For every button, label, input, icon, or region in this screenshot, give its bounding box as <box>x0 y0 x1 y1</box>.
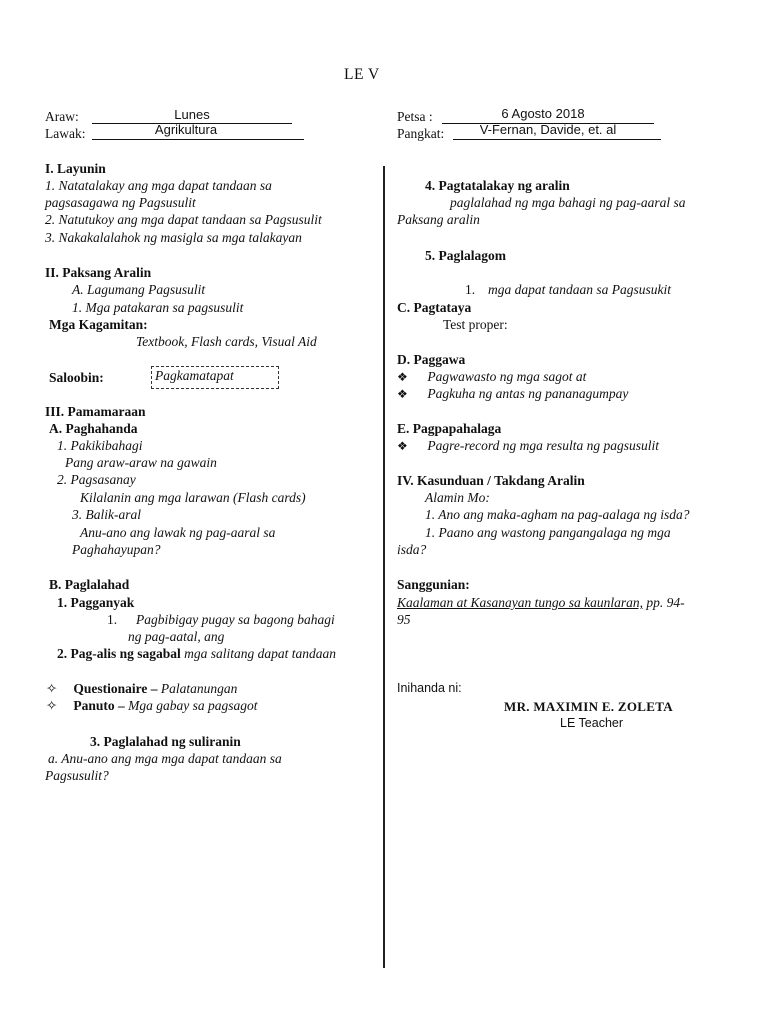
paglalagom-heading: 5. Paglalagom <box>425 248 506 263</box>
pangkat-underline <box>453 139 661 140</box>
sagabal-label: 2. Pag-alis ng sagabal <box>57 646 181 661</box>
alamin-label: Alamin Mo: <box>425 490 490 505</box>
pamamaraan-heading: III. Pamamaraan <box>45 404 146 419</box>
paggawa-item-1 <box>397 369 586 385</box>
panuto-label: Panuto – <box>73 698 125 713</box>
kasunduan-heading: IV. Kasunduan / Takdang Aralin <box>397 473 585 488</box>
paglalahad-heading: B. Paglalahad <box>49 577 130 592</box>
paghahanda-item-2: 2. Pagsasanay <box>57 472 136 487</box>
lawak-underline <box>92 139 304 140</box>
sanggunian-reference: Kaalaman at Kasanayan tungo sa kaunlaran, <box>397 595 644 610</box>
paggawa-heading: D. Paggawa <box>397 352 466 367</box>
paghahanda-item-3-detail-b: Paghahayupan? <box>72 542 161 557</box>
paggawa-item-2-text: Pagkuha ng antas ng pananagumpay <box>427 386 629 401</box>
araw-value[interactable]: Lunes <box>174 107 210 122</box>
teacher-role: LE Teacher <box>560 716 624 730</box>
kasunduan-item-2b: isda? <box>397 542 427 557</box>
lawak-value[interactable]: Agrikultura <box>154 122 218 137</box>
questionaire-line <box>46 681 237 697</box>
layunin-item-3: 3. Nakakalalahok ng masigla sa mga talakayan <box>45 230 302 245</box>
pagganyak-number: 1. <box>107 612 118 627</box>
diamond-bullet-icon: ❖ <box>397 387 408 401</box>
paksang-heading: II. Paksang Aralin <box>45 265 152 280</box>
star-bullet-icon: ✧ <box>46 698 58 713</box>
pangkat-value[interactable]: V-Fernan, Davide, et. al <box>479 122 617 137</box>
sanggunian-line <box>397 595 685 611</box>
pagganyak-detail-b: ng pag-aatal, ang <box>128 629 225 644</box>
paghahanda-heading: A. Paghahanda <box>49 421 138 436</box>
paghahanda-item-2-detail: Kilalanin ang mga larawan (Flash cards) <box>80 490 306 505</box>
panuto-line <box>46 698 258 714</box>
paksang-item-a: A. Lagumang Pagsusulit <box>72 282 206 297</box>
suliranin-item-b: Pagsusulit? <box>45 768 109 783</box>
araw-label: Araw: <box>45 109 79 124</box>
paghahanda-item-3-detail-a: Anu-ano ang lawak ng pag-aaral sa <box>80 525 276 540</box>
saloobin-label: Saloobin: <box>49 370 104 385</box>
lawak-label: Lawak: <box>45 126 86 141</box>
paggawa-item-1-text: Pagwawasto ng mga sagot at <box>427 369 587 384</box>
sanggunian-pages-a: pp. 94- <box>643 595 685 610</box>
paksang-item-1: 1. Mga patakaran sa pagsusulit <box>72 300 244 315</box>
pagganyak-detail-a: Pagbibigay pugay sa bagong bahagi <box>136 612 335 627</box>
pangkat-label: Pangkat: <box>397 126 445 141</box>
inihanda-label: Inihanda ni: <box>397 681 462 695</box>
layunin-item-2: 2. Natutukoy ang mga dapat tandaan sa Pagsusulit <box>45 212 322 227</box>
star-bullet-icon: ✧ <box>46 681 58 696</box>
questionaire-value: Palatanungan <box>160 681 238 696</box>
saloobin-value: Pagkamatapat <box>155 368 234 383</box>
pagtataya-detail: Test proper: <box>443 317 508 332</box>
diamond-bullet-icon: ❖ <box>397 370 408 384</box>
paglalagom-detail: mga dapat tandaan sa Pagsusukit <box>488 282 672 297</box>
paghahanda-item-1-detail: Pang araw-araw na gawain <box>65 455 217 470</box>
kasunduan-item-1: 1. Ano ang maka-agham na pag-aalaga ng isda? <box>425 507 690 522</box>
pagganyak-heading: 1. Pagganyak <box>57 595 135 610</box>
kagamitan-label: Mga Kagamitan: <box>49 317 148 332</box>
pagtatalakay-detail-a: paglalahad ng mga bahagi ng pag-aaral sa <box>450 195 686 210</box>
paglalagom-number: 1. <box>465 282 476 297</box>
sagabal-line <box>57 646 336 662</box>
pagtatalakay-heading: 4. Pagtatalakay ng aralin <box>425 178 570 193</box>
pagpapahalaga-item-1-text: Pagre-record ng mga resulta ng pagsusulit <box>427 438 659 453</box>
sagabal-detail: mga salitang dapat tandaan <box>184 646 337 661</box>
sanggunian-heading: Sanggunian: <box>397 577 470 592</box>
petsa-label: Petsa : <box>397 109 433 124</box>
questionaire-label: Questionaire – <box>73 681 158 696</box>
petsa-value[interactable]: 6 Agosto 2018 <box>501 106 585 121</box>
teacher-name: MR. MAXIMIN E. ZOLETA <box>504 699 673 714</box>
paghahanda-item-3: 3. Balik-aral <box>72 507 141 522</box>
suliranin-heading: 3. Paglalahad ng suliranin <box>90 734 241 749</box>
paggawa-item-2 <box>397 386 628 402</box>
pagtataya-heading: C. Pagtataya <box>397 300 472 315</box>
page-title: LE V <box>344 66 380 83</box>
pagtatalakay-detail-b: Paksang aralin <box>397 212 480 227</box>
layunin-item-1a: 1. Natatalakay ang mga dapat tandaan sa <box>45 178 272 193</box>
layunin-item-1b: pagsasagawa ng Pagsusulit <box>45 195 196 210</box>
pagpapahalaga-item-1 <box>397 438 659 454</box>
pagpapahalaga-heading: E. Pagpapahalaga <box>397 421 502 436</box>
kagamitan-value: Textbook, Flash cards, Visual Aid <box>136 334 317 349</box>
sanggunian-pages-b: 95 <box>397 612 411 627</box>
paghahanda-item-1: 1. Pakikibahagi <box>57 438 143 453</box>
panuto-value: Mga gabay sa pagsagot <box>128 698 258 713</box>
column-divider <box>383 166 385 968</box>
kasunduan-item-2a: 1. Paano ang wastong pangangalaga ng mga <box>425 525 671 540</box>
layunin-heading: I. Layunin <box>45 161 106 176</box>
diamond-bullet-icon: ❖ <box>397 439 408 453</box>
suliranin-item-a: a. Anu-ano ang mga mga dapat tandaan sa <box>48 751 282 766</box>
